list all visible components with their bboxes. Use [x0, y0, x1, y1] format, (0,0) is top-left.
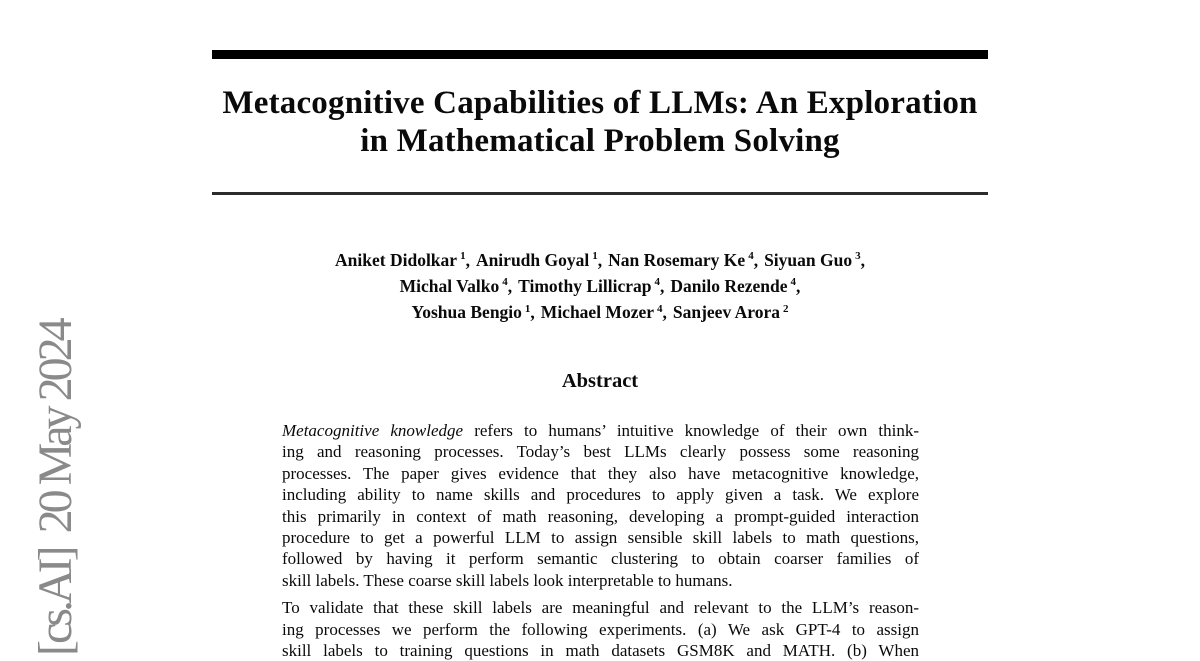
author: Nan Rosemary Ke $^4$,	[608, 249, 759, 270]
author: Yoshua Bengio $^1$,	[411, 302, 535, 323]
abstract-text-line: processes. The paper gives evidence that they also have metacognitive knowledge,	[282, 463, 919, 483]
author: Danilo Rezende $^4$,	[670, 276, 801, 297]
author-affiliation-sup: 1	[460, 250, 466, 262]
paper-title-line-2: in Mathematical Problem Solving	[360, 123, 840, 159]
author-affiliation-sup: 4	[502, 276, 508, 289]
author: Timothy Lillicrap $^4$,	[518, 276, 665, 297]
paper-title-line-1: Metacognitive Capabilities of LLMs: An Exploration	[222, 85, 978, 121]
abstract-text-line: this primarily in context of math reasoning, developing a prompt-guided interaction	[282, 506, 919, 526]
author-affiliation-sup: 4	[748, 250, 754, 262]
author: Siyuan Guo $^3$,	[764, 249, 865, 270]
abstract-text-line: followed by having it perform semantic clustering to obtain coarser families of	[282, 549, 919, 569]
abstract-text-line: ing and reasoning processes. Today’s best LLMs clearly possess some reasoning	[282, 442, 919, 462]
abstract-text-line: ing processes we perform the following experiments. (a) We ask GPT-4 to assign	[282, 619, 919, 639]
abstract-text-line: Metacognitive knowledge refers to humans’ intuitive knowledge of their own think-	[282, 421, 919, 440]
author-affiliation-sup: 4	[790, 276, 797, 289]
author-line-1	[0, 245, 1200, 271]
author: Sanjeev Arora $^2$	[672, 302, 789, 323]
author-affiliation-sup: 1	[592, 250, 598, 262]
author: Michal Valko $^4$,	[399, 276, 513, 297]
abstract-text-line: skill labels to training questions in math datasets GSM8K and MATH. (b) When	[282, 641, 919, 661]
title-rule-thick	[212, 50, 988, 59]
paper-title	[0, 84, 1200, 160]
abstract-text-line: To validate that these skill labels are meaningful and relevant to the LLM’s reason-	[282, 598, 919, 618]
author: Michael Mozer $^4$,	[540, 302, 667, 323]
abstract-paragraph-1	[282, 420, 919, 591]
abstract-text-line: including ability to name skills and procedures to apply given a task. We explore	[282, 485, 919, 505]
abstract-paragraph-2	[282, 597, 919, 661]
author-affiliation-sup: 2	[782, 302, 789, 315]
author: Aniket Didolkar $^1$,	[335, 249, 470, 270]
author-affiliation-sup: 1	[524, 302, 531, 315]
abstract-text-line: procedure to get a powerful LLM to assign sensible skill labels to math questions,	[282, 528, 919, 548]
abstract-heading: Abstract	[561, 370, 639, 392]
abstract-text-line: skill labels. These coarse skill labels look interpretable to humans.	[282, 570, 733, 590]
arxiv-stamp: [cs.AI] 20 May 2024	[29, 321, 82, 656]
author-line-2	[0, 271, 1200, 297]
abstract-body	[282, 420, 919, 661]
author-affiliation-sup: 3	[855, 250, 861, 262]
title-rule-thin	[212, 192, 988, 195]
author-affiliation-sup: 4	[657, 302, 663, 315]
author: Anirudh Goyal $^1$,	[475, 249, 603, 270]
abstract-lead-italic: Metacognitive knowledge	[282, 421, 464, 440]
author-block	[0, 245, 1200, 324]
author-affiliation-sup: 4	[654, 276, 661, 289]
author-line-3	[0, 298, 1200, 324]
